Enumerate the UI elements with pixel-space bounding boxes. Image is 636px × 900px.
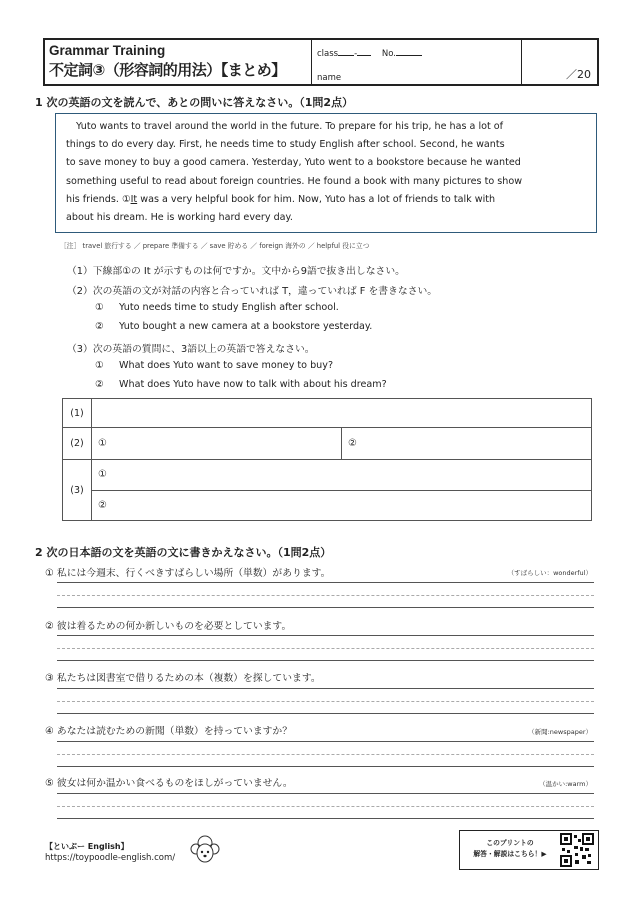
s2-question-3: ③ 私たちは図書室で借りるための本（複数）を探しています。	[45, 673, 321, 684]
passage-line: things to do every day. First, he needs time to study English after school. Second, he wants	[66, 139, 505, 151]
brand-name: 【といぷー English】	[45, 842, 129, 851]
score-box[interactable]	[522, 40, 597, 84]
answer-row-3	[63, 460, 591, 520]
s2-question-4: ④ あなたは読むための新聞（単数）を持っていますか？	[45, 726, 293, 737]
s2-hint-5: （温かい:warm）	[539, 780, 592, 788]
answer-link-line1: このプリントの	[486, 839, 534, 847]
q2-item-1: ① Yuto needs time to study English after school.	[95, 302, 339, 313]
answer-cell-2-2[interactable]: ②	[348, 438, 357, 449]
s2-question-2: ② 彼は着るための何か新しいものを必要としています。	[45, 621, 292, 632]
student-info	[312, 40, 522, 84]
answer-lines-5[interactable]	[57, 793, 594, 819]
answer-cell-2-1[interactable]: ①	[92, 428, 342, 459]
answer-link-box[interactable]	[459, 830, 599, 870]
answer-cell-3-2[interactable]: ②	[98, 499, 107, 511]
underlined-it: It	[130, 193, 138, 205]
q3-item-2: ② What does Yuto have now to talk with about his dream?	[95, 379, 387, 390]
reading-passage	[55, 113, 597, 233]
q3-item-1: ① What does Yuto want to save money to buy?	[95, 360, 334, 371]
class-field[interactable]: class - No.	[317, 47, 422, 59]
answer-label: (1)	[63, 399, 92, 427]
q2-item-2: ② Yuto bought a new camera at a bookstore yesterday.	[95, 321, 373, 332]
answer-cell-1[interactable]	[92, 399, 591, 427]
s2-hint-1: （すばらしい：wonderful）	[507, 569, 592, 577]
vocab-note: ［注］ travel 旅行する ／ prepare 準備する ／ save 貯める ／ foreign 海外の ／ helpful 役に立つ	[60, 242, 370, 250]
title-block	[45, 40, 312, 84]
answer-row-1	[63, 399, 591, 428]
answer-lines-2[interactable]	[57, 635, 594, 661]
passage-line: about his dream. He is working hard every day.	[66, 212, 293, 224]
answer-table	[62, 398, 592, 521]
s2-question-1: ① 私には今週末、行くべきすばらしい場所（単数）があります。	[45, 568, 331, 579]
answer-cell-3-1[interactable]: ①	[92, 460, 591, 491]
answer-lines-3[interactable]	[57, 688, 594, 714]
question-1: （1）下線部①の It が示すものは何ですか。文中から9語で抜き出しなさい。	[67, 266, 405, 277]
passage-line: to save money to buy a good camera. Yesterday, Yuto went to a bookstore because he wanted	[66, 157, 521, 169]
score-total: ／20	[566, 68, 591, 81]
qr-code-icon[interactable]	[560, 833, 594, 867]
answer-label: (3)	[63, 460, 92, 520]
s2-hint-4: （新聞:newspaper）	[528, 728, 592, 736]
answer-link-line2: 解答・解説はこちら！▶	[473, 850, 547, 858]
title-japanese: 不定詞③（形容詞的用法）【まとめ】	[49, 61, 286, 79]
s2-question-5: ⑤ 彼女は何か温かい食べるものをほしがっていません。	[45, 778, 293, 789]
question-3: （3）次の英語の質問に、3語以上の英語で答えなさい。	[67, 344, 315, 355]
title-english: Grammar Training	[49, 43, 166, 58]
answer-lines-1[interactable]	[57, 582, 594, 608]
question-2: （2）次の英語の文が対話の内容と合っていれば T，違っていれば F を書きなさい。	[67, 286, 438, 297]
passage-line: his friends. ①It was a very helpful book for him. Now, Yuto has a lot of friends to talk with	[66, 193, 496, 205]
worksheet-header	[43, 38, 599, 86]
section2-heading: 2 次の日本語の文を英語の文に書きかえなさい。（1問2点）	[35, 546, 332, 559]
answer-lines-4[interactable]	[57, 741, 594, 767]
poodle-logo-icon	[185, 834, 225, 866]
answer-row-2	[63, 428, 591, 460]
section1-heading: 1 次の英語の文を読んで、あとの問いに答えなさい。（1問2点）	[35, 96, 354, 109]
name-field[interactable]: name	[317, 73, 342, 83]
passage-line: Yuto wants to travel around the world in the future. To prepare for his trip, he has a lot of	[76, 121, 504, 132]
passage-line: something useful to read about foreign countries. He found a book with many pictures to show	[66, 175, 523, 187]
site-url[interactable]: https://toypoodle-english.com/	[45, 853, 176, 863]
answer-label: (2)	[63, 428, 92, 459]
